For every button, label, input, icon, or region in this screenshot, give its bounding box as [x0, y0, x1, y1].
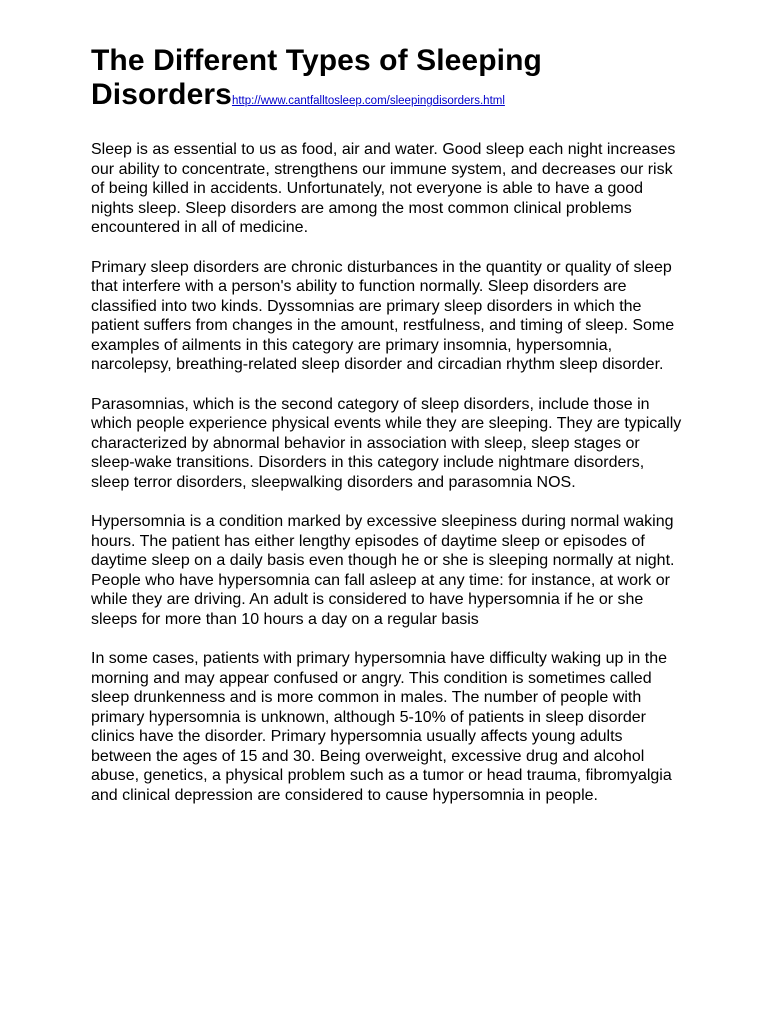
paragraph-primary-hypersomnia: In some cases, patients with primary hypersomnia have difficulty waking up in the morning and may appear confused or angry. This condition is sometimes called sleep drunkenness and is more common in males. The number of people with primary hypersomnia is unknown, although 5-10% of patients in sleep disorder clinics have the disorder. Primary hypersomnia usually affects young adults between the ages of 15 and 30. Being overweight, excessive drug and alcohol abuse, genetics, a physical problem such as a tumor or head trauma, fibromyalgia and clinical depression are considered to cause hypersomnia in people. — [91, 650, 672, 804]
document-page — [91, 44, 691, 825]
title-line-2: Disorders — [91, 78, 232, 111]
paragraph-parasomnias: Parasomnias, which is the second category of sleep disorders, include those in which people experience physical events while they are sleeping. They are typically characterized by abnormal behavior in association with sleep, sleep stages or sleep-wake transitions. Disorders in this category include nightmare disorders, sleep terror disorders, sleepwalking disorders and parasomnia NOS. — [91, 395, 682, 491]
page-title — [91, 44, 691, 118]
source-link[interactable]: http://www.cantfalltosleep.com/sleepingdisorders.html — [231, 95, 505, 107]
paragraph-primary-sleep-disorders: Primary sleep disorders are chronic disturbances in the quantity or quality of sleep that interfere with a person's ability to function normally. Sleep disorders are classified into two kinds. Dyssomnias are primary sleep disorders in which the patient suffers from changes in the amount, restfulness, and timing of sleep. Some examples of ailments in this category are primary insomnia, hypersomnia, narcolepsy, breathing-related sleep disorder and circadian rhythm sleep disorder. — [91, 258, 675, 373]
title-line-1: The Different Types of Sleeping — [91, 44, 542, 77]
paragraph-intro: Sleep is as essential to us as food, air and water. Good sleep each night increases our ability to concentrate, strengthens our immune system, and decreases our risk of being killed in accidents. Unfortunately, not everyone is able to have a good nights sleep. Sleep disorders are among the most common clinical problems encountered in all of medicine. — [91, 141, 676, 236]
paragraph-hypersomnia: Hypersomnia is a condition marked by excessive sleepiness during normal waking hours. The patient has either lengthy episodes of daytime sleep or episodes of daytime sleep on a daily basis even though he or she is sleeping normally at night. People who have hypersomnia can fall asleep at any time: for instance, at work or while they are driving. An adult is considered to have hypersomnia if he or she sleeps for more than 10 hours a day on a regular basis — [91, 513, 675, 628]
